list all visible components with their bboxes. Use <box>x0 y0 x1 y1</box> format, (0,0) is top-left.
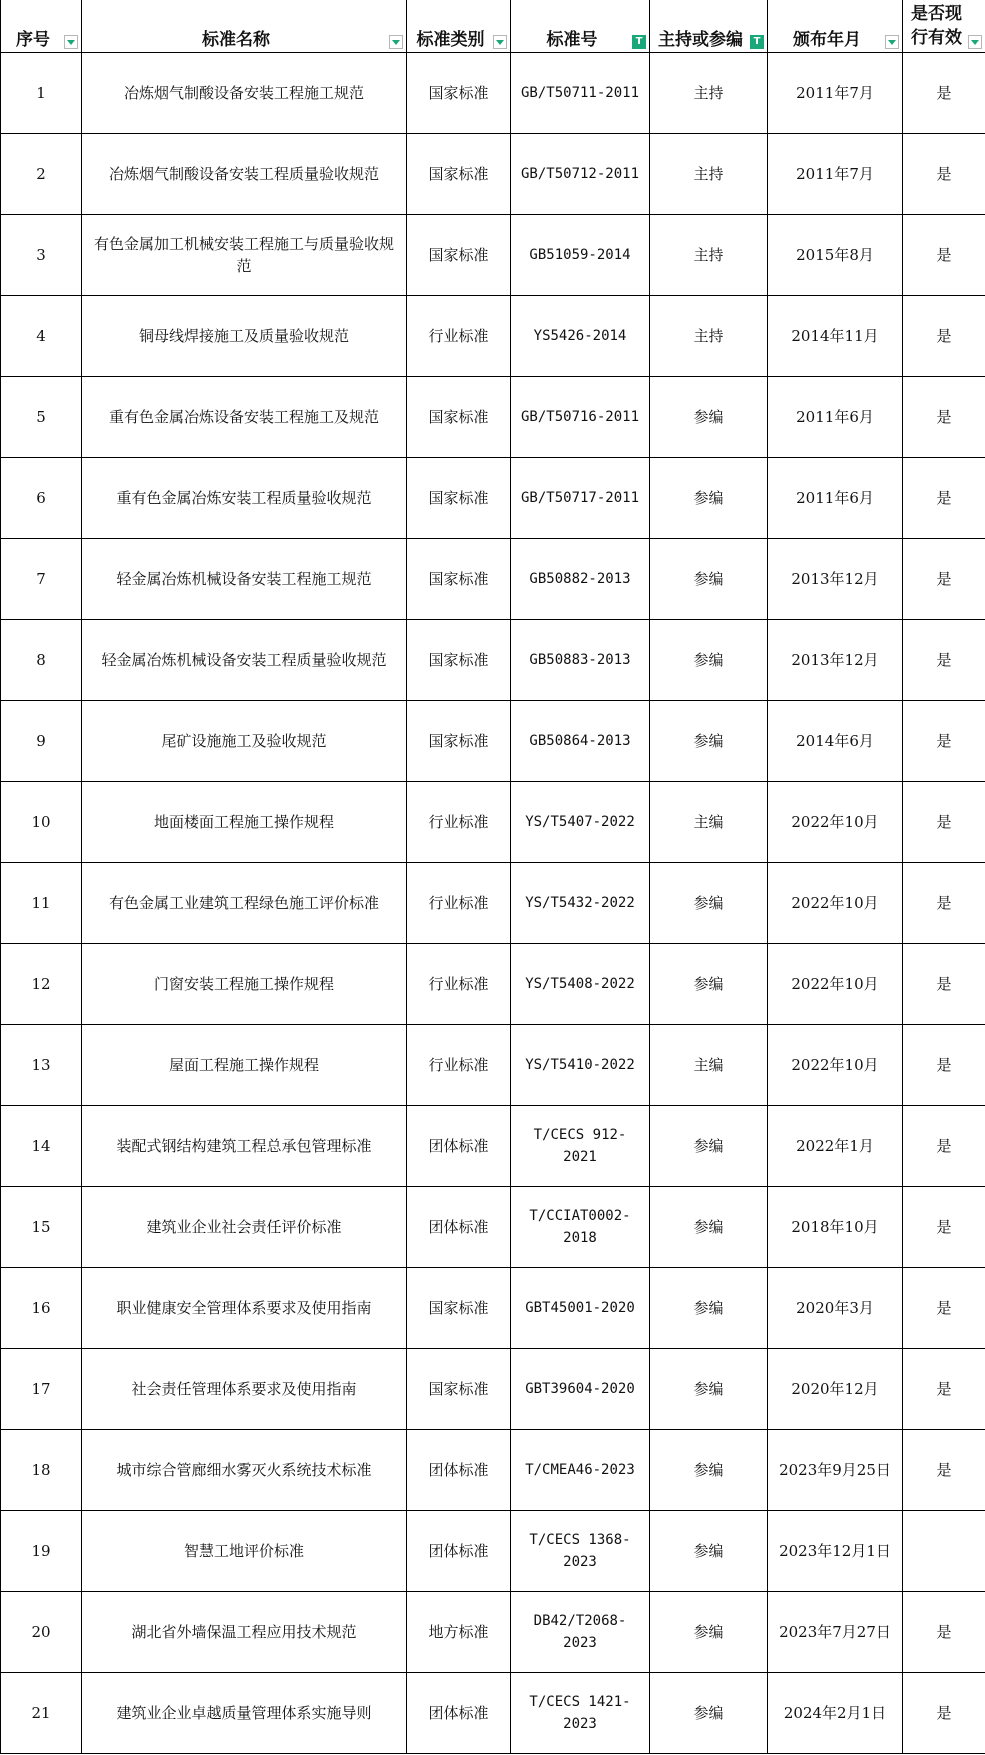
cell-name[interactable]: 重有色金属冶炼设备安装工程施工及规范 <box>82 377 407 458</box>
cell-role[interactable]: 主编 <box>650 782 768 863</box>
filter-dropdown-button[interactable] <box>968 35 982 49</box>
cell-type[interactable]: 团体标准 <box>407 1106 511 1187</box>
cell-role[interactable]: 参编 <box>650 701 768 782</box>
cell-valid[interactable]: 是 <box>903 458 985 539</box>
chevron-down-icon <box>392 40 400 45</box>
table-row <box>1 296 985 377</box>
filter-dropdown-button[interactable] <box>64 35 78 49</box>
header-label: 标准类别 <box>416 30 485 50</box>
header-label: 标准名称 <box>202 30 270 50</box>
cell-role[interactable]: 参编 <box>650 944 768 1025</box>
table-row <box>1 1673 985 1754</box>
cell-type[interactable]: 行业标准 <box>407 1025 511 1106</box>
cell-valid[interactable]: 是 <box>903 1025 985 1106</box>
filter-dropdown-button[interactable] <box>493 35 507 49</box>
cell-no[interactable]: 4 <box>1 296 82 377</box>
table-row <box>1 215 985 296</box>
cell-valid[interactable]: 是 <box>903 1592 985 1673</box>
cell-valid[interactable] <box>903 1511 985 1592</box>
cell-no[interactable]: 8 <box>1 620 82 701</box>
cell-date[interactable]: 2011年6月 <box>768 377 903 458</box>
cell-date[interactable]: 2022年10月 <box>768 782 903 863</box>
table-row <box>1 53 985 134</box>
cell-date[interactable]: 2023年12月1日 <box>768 1511 903 1592</box>
cell-code[interactable]: GB/T50712-2011 <box>511 134 650 215</box>
header-col-no <box>1 0 82 53</box>
cell-date[interactable]: 2011年7月 <box>768 134 903 215</box>
cell-date[interactable]: 2022年10月 <box>768 944 903 1025</box>
cell-type[interactable]: 国家标准 <box>407 134 511 215</box>
header-col-valid <box>903 0 985 53</box>
cell-date[interactable]: 2013年12月 <box>768 539 903 620</box>
cell-valid[interactable]: 是 <box>903 539 985 620</box>
cell-valid[interactable]: 是 <box>903 1673 985 1754</box>
cell-type[interactable]: 国家标准 <box>407 1349 511 1430</box>
cell-date[interactable]: 2024年2月1日 <box>768 1673 903 1754</box>
cell-no[interactable]: 6 <box>1 458 82 539</box>
chevron-down-icon <box>888 40 896 45</box>
cell-type[interactable]: 行业标准 <box>407 863 511 944</box>
cell-valid[interactable]: 是 <box>903 377 985 458</box>
header-label: 是否现行有效 <box>911 4 962 48</box>
cell-code[interactable]: YS/T5432-2022 <box>511 863 650 944</box>
cell-type[interactable]: 行业标准 <box>407 944 511 1025</box>
cell-name[interactable]: 湖北省外墙保温工程应用技术规范 <box>82 1592 407 1673</box>
cell-date[interactable]: 2020年3月 <box>768 1268 903 1349</box>
cell-no[interactable]: 19 <box>1 1511 82 1592</box>
header-row <box>1 0 985 53</box>
cell-valid[interactable]: 是 <box>903 944 985 1025</box>
table-row <box>1 620 985 701</box>
cell-date[interactable]: 2023年7月27日 <box>768 1592 903 1673</box>
cell-valid[interactable]: 是 <box>903 296 985 377</box>
cell-role[interactable]: 参编 <box>650 1592 768 1673</box>
cell-code[interactable]: GB/T50716-2011 <box>511 377 650 458</box>
header-col-role <box>650 0 768 53</box>
cell-valid[interactable]: 是 <box>903 782 985 863</box>
cell-code[interactable]: GB50882-2013 <box>511 539 650 620</box>
cell-name[interactable]: 屋面工程施工操作规程 <box>82 1025 407 1106</box>
cell-name[interactable]: 有色金属加工机械安装工程施工与质量验收规范 <box>82 215 407 296</box>
table-row <box>1 1187 985 1268</box>
cell-role[interactable]: 参编 <box>650 1349 768 1430</box>
table-row <box>1 134 985 215</box>
header-col-code <box>511 0 650 53</box>
cell-no[interactable]: 9 <box>1 701 82 782</box>
cell-type[interactable]: 行业标准 <box>407 296 511 377</box>
cell-role[interactable]: 参编 <box>650 1187 768 1268</box>
header-label: 主持或参编 <box>658 30 743 50</box>
table-row <box>1 1025 985 1106</box>
cell-type[interactable]: 团体标准 <box>407 1673 511 1754</box>
cell-date[interactable]: 2020年12月 <box>768 1349 903 1430</box>
table-row <box>1 1592 985 1673</box>
cell-no[interactable]: 14 <box>1 1106 82 1187</box>
cell-type[interactable]: 国家标准 <box>407 215 511 296</box>
cell-date[interactable]: 2022年1月 <box>768 1106 903 1187</box>
cell-valid[interactable]: 是 <box>903 1349 985 1430</box>
cell-type[interactable]: 团体标准 <box>407 1511 511 1592</box>
cell-name[interactable]: 装配式钢结构建筑工程总承包管理标准 <box>82 1106 407 1187</box>
cell-name[interactable]: 职业健康安全管理体系要求及使用指南 <box>82 1268 407 1349</box>
cell-no[interactable]: 21 <box>1 1673 82 1754</box>
cell-date[interactable]: 2013年12月 <box>768 620 903 701</box>
cell-code[interactable]: DB42/T2068-2023 <box>511 1592 650 1673</box>
table-row <box>1 539 985 620</box>
cell-date[interactable]: 2011年7月 <box>768 53 903 134</box>
cell-name[interactable]: 建筑业企业卓越质量管理体系实施导则 <box>82 1673 407 1754</box>
header-label: 标准号 <box>546 30 598 50</box>
cell-role[interactable]: 主编 <box>650 1025 768 1106</box>
cell-type[interactable]: 团体标准 <box>407 1187 511 1268</box>
cell-no[interactable]: 16 <box>1 1268 82 1349</box>
cell-date[interactable]: 2015年8月 <box>768 215 903 296</box>
chevron-down-icon <box>971 40 979 45</box>
cell-valid[interactable]: 是 <box>903 620 985 701</box>
table-row <box>1 458 985 539</box>
chevron-down-icon <box>67 40 75 45</box>
cell-code[interactable]: GB50883-2013 <box>511 620 650 701</box>
table-row <box>1 1268 985 1349</box>
table-row <box>1 701 985 782</box>
cell-valid[interactable]: 是 <box>903 701 985 782</box>
cell-date[interactable]: 2022年10月 <box>768 863 903 944</box>
filter-dropdown-button[interactable] <box>389 35 403 49</box>
table-row <box>1 1349 985 1430</box>
cell-no[interactable]: 20 <box>1 1592 82 1673</box>
cell-code[interactable]: T/CECS 1421-2023 <box>511 1673 650 1754</box>
cell-code[interactable]: GB/T50717-2011 <box>511 458 650 539</box>
cell-role[interactable]: 参编 <box>650 539 768 620</box>
cell-name[interactable]: 建筑业企业社会责任评价标准 <box>82 1187 407 1268</box>
table-row <box>1 944 985 1025</box>
header-col-type <box>407 0 511 53</box>
funnel-icon: T <box>635 36 643 47</box>
cell-type[interactable]: 行业标准 <box>407 782 511 863</box>
cell-name[interactable]: 重有色金属冶炼安装工程质量验收规范 <box>82 458 407 539</box>
header-label: 序号 <box>16 30 50 50</box>
cell-date[interactable]: 2014年6月 <box>768 701 903 782</box>
cell-no[interactable]: 13 <box>1 1025 82 1106</box>
cell-code[interactable]: YS/T5407-2022 <box>511 782 650 863</box>
cell-name[interactable]: 冶炼烟气制酸设备安装工程施工规范 <box>82 53 407 134</box>
cell-name[interactable]: 城市综合管廊细水雾灭火系统技术标准 <box>82 1430 407 1511</box>
cell-date[interactable]: 2022年10月 <box>768 1025 903 1106</box>
cell-date[interactable]: 2011年6月 <box>768 458 903 539</box>
header-label: 颁布年月 <box>793 30 861 50</box>
cell-role[interactable]: 主持 <box>650 134 768 215</box>
cell-role[interactable]: 主持 <box>650 215 768 296</box>
cell-role[interactable]: 主持 <box>650 53 768 134</box>
cell-code[interactable]: YS/T5408-2022 <box>511 944 650 1025</box>
cell-valid[interactable]: 是 <box>903 1430 985 1511</box>
cell-role[interactable]: 参编 <box>650 377 768 458</box>
cell-valid[interactable]: 是 <box>903 1268 985 1349</box>
cell-date[interactable]: 2018年10月 <box>768 1187 903 1268</box>
cell-type[interactable]: 国家标准 <box>407 620 511 701</box>
cell-type[interactable]: 国家标准 <box>407 53 511 134</box>
table-row <box>1 1511 985 1592</box>
cell-role[interactable]: 参编 <box>650 1511 768 1592</box>
cell-no[interactable]: 18 <box>1 1430 82 1511</box>
cell-no[interactable]: 2 <box>1 134 82 215</box>
cell-valid[interactable]: 是 <box>903 53 985 134</box>
cell-role[interactable]: 主持 <box>650 296 768 377</box>
cell-role[interactable]: 参编 <box>650 1268 768 1349</box>
cell-valid[interactable]: 是 <box>903 1187 985 1268</box>
chevron-down-icon <box>496 40 504 45</box>
cell-code[interactable]: YS/T5410-2022 <box>511 1025 650 1106</box>
cell-role[interactable]: 参编 <box>650 863 768 944</box>
cell-code[interactable]: T/CECS 1368-2023 <box>511 1511 650 1592</box>
cell-date[interactable]: 2023年9月25日 <box>768 1430 903 1511</box>
cell-valid[interactable]: 是 <box>903 1106 985 1187</box>
cell-code[interactable]: T/CMEA46-2023 <box>511 1430 650 1511</box>
cell-code[interactable]: GB50864-2013 <box>511 701 650 782</box>
cell-no[interactable]: 17 <box>1 1349 82 1430</box>
cell-no[interactable]: 12 <box>1 944 82 1025</box>
cell-name[interactable]: 轻金属冶炼机械设备安装工程施工规范 <box>82 539 407 620</box>
cell-name[interactable]: 铜母线焊接施工及质量验收规范 <box>82 296 407 377</box>
cell-no[interactable]: 3 <box>1 215 82 296</box>
cell-code[interactable]: GBT45001-2020 <box>511 1268 650 1349</box>
cell-code[interactable]: GB51059-2014 <box>511 215 650 296</box>
cell-code[interactable]: YS5426-2014 <box>511 296 650 377</box>
filter-active-button[interactable] <box>750 35 764 49</box>
cell-role[interactable]: 参编 <box>650 458 768 539</box>
cell-role[interactable]: 参编 <box>650 1106 768 1187</box>
header-col-name <box>82 0 407 53</box>
cell-code[interactable]: GBT39604-2020 <box>511 1349 650 1430</box>
filter-active-button[interactable] <box>632 35 646 49</box>
table-row <box>1 1106 985 1187</box>
cell-no[interactable]: 5 <box>1 377 82 458</box>
table-row <box>1 782 985 863</box>
header-col-date <box>768 0 903 53</box>
cell-type[interactable]: 国家标准 <box>407 539 511 620</box>
cell-name[interactable]: 地面楼面工程施工操作规程 <box>82 782 407 863</box>
table-body <box>1 53 985 1754</box>
cell-name[interactable]: 智慧工地评价标准 <box>82 1511 407 1592</box>
filter-dropdown-button[interactable] <box>885 35 899 49</box>
cell-no[interactable]: 10 <box>1 782 82 863</box>
cell-code[interactable]: T/CCIAT0002-2018 <box>511 1187 650 1268</box>
cell-valid[interactable]: 是 <box>903 215 985 296</box>
cell-no[interactable]: 1 <box>1 53 82 134</box>
cell-no[interactable]: 11 <box>1 863 82 944</box>
cell-code[interactable]: GB/T50711-2011 <box>511 53 650 134</box>
table-row <box>1 1430 985 1511</box>
cell-name[interactable]: 有色金属工业建筑工程绿色施工评价标准 <box>82 863 407 944</box>
cell-role[interactable]: 参编 <box>650 1673 768 1754</box>
cell-name[interactable]: 冶炼烟气制酸设备安装工程质量验收规范 <box>82 134 407 215</box>
cell-date[interactable]: 2014年11月 <box>768 296 903 377</box>
cell-type[interactable]: 国家标准 <box>407 377 511 458</box>
cell-no[interactable]: 15 <box>1 1187 82 1268</box>
cell-name[interactable]: 轻金属冶炼机械设备安装工程质量验收规范 <box>82 620 407 701</box>
cell-type[interactable]: 国家标准 <box>407 1268 511 1349</box>
table-row <box>1 863 985 944</box>
cell-type[interactable]: 国家标准 <box>407 701 511 782</box>
cell-code[interactable]: T/CECS 912-2021 <box>511 1106 650 1187</box>
table-row <box>1 377 985 458</box>
cell-name[interactable]: 社会责任管理体系要求及使用指南 <box>82 1349 407 1430</box>
cell-type[interactable]: 国家标准 <box>407 458 511 539</box>
cell-name[interactable]: 门窗安装工程施工操作规程 <box>82 944 407 1025</box>
cell-no[interactable]: 7 <box>1 539 82 620</box>
cell-name[interactable]: 尾矿设施施工及验收规范 <box>82 701 407 782</box>
cell-valid[interactable]: 是 <box>903 863 985 944</box>
cell-role[interactable]: 参编 <box>650 1430 768 1511</box>
cell-valid[interactable]: 是 <box>903 134 985 215</box>
cell-role[interactable]: 参编 <box>650 620 768 701</box>
cell-type[interactable]: 团体标准 <box>407 1430 511 1511</box>
cell-type[interactable]: 地方标准 <box>407 1592 511 1673</box>
funnel-icon: T <box>753 36 761 47</box>
